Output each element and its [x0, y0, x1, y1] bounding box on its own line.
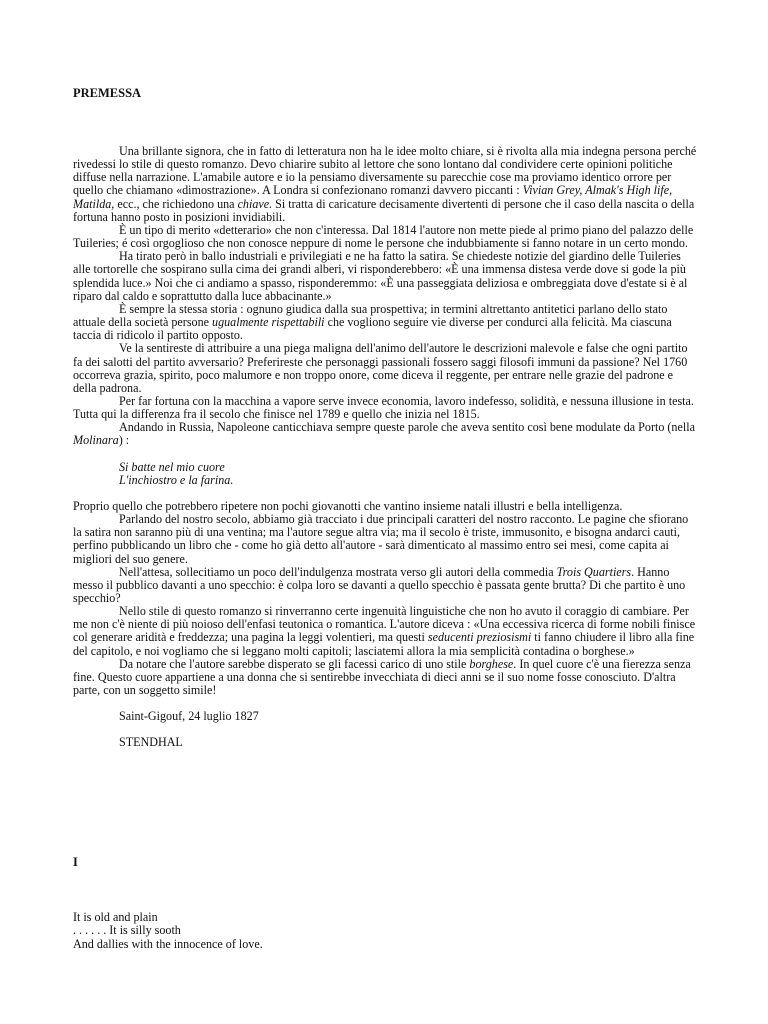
epigraph-line: . . . . . . It is silly sooth: [73, 923, 181, 938]
poem-line: Si batte nel mio cuore: [119, 459, 225, 474]
epigraph: [73, 911, 263, 951]
paragraph: Proprio quello che potrebbero ripetere non pochi giovanotti che vantino insieme natali illustri e bella intelligenza.: [73, 498, 623, 513]
italic-text: borghese: [469, 656, 514, 671]
paragraph: Nello stile di questo romanzo si rinverranno certe ingenuità linguistiche che non ho avuto il coraggio di cambiare. Per me non c'è niente di più noioso dell'enfasi teutonica o romantica. L'autore diceva : «Una eccessiva ricerca di forme nobili finisce col generare aridità e freddezza; una pagina la leggi volentieri, ma questi seducenti preziosismi ti fanno chiudere il libro alla fine del capitolo, e noi vogliamo che si leggano molti capitoli; lasciatemi allora la mia semplicità contadina o borghese.»: [73, 604, 696, 658]
preface-paragraphs-continued: [73, 500, 698, 697]
paragraph: Da notare che l'autore sarebbe disperato se gli facessi carico di uno stile borghese. In quel cuore c'è una fierezza senza fine. Questo cuore appartiene a una donna che si sentirebbe invecchiata di dieci anni se il suo nome fosse conosciuto. D'altra parte, con un soggetto simile!: [73, 656, 691, 698]
place-date: Saint-Gigouf, 24 luglio 1827: [119, 709, 259, 724]
paragraph: Parlando del nostro secolo, abbiamo già tracciato i due principali caratteri del nostro racconto. Le pagine che sfiorano la satira non saranno più di una ventina; ma l'autore segue altra via; ma il secolo è triste, immusonito, e bisogna andarci cauti, perfino pubblicando un libro che - come ho già detto all'autore - sarà dimenticato al massimo entro sei mesi, come capita ai migliori del suo genere.: [73, 512, 689, 566]
paragraph: Una brillante signora, che in fatto di letteratura non ha le idee molto chiare, si è rivolta alla mia indegna persona perché rivedessi lo stile di questo romanzo. Devo chiarire subito al lettore che sono lontano dal condividere certe opinioni politiche diffuse nella narrazione. L'amabile autore e io la pensiamo diversamente su parecchie cose ma proviamo identico orrore per quello che chiamano «dimostrazione». A Londra si confezionano romanzi davvero piccanti : Vivian Grey, Almak's High life, Matilda, ecc., che richiedono una chiave. Si tratta di caricature decisamente divertenti di persone che il caso della nascita o della fortuna hanno posto in posizioni invidiabili.: [73, 144, 697, 224]
paragraph: Ha tirato però in ballo industriali e privilegiati e ne ha fatto la satira. Se chiedeste notizie del giardino delle Tuileries alle tortorelle che sospirano sulla cima dei grandi alberi, vi risponderebbero: «È una immensa distesa verde dove si gode la più splendida luce.» Noi che ci andiamo a spasso, risponderemmo: «È una passeggiata deliziosa e ombreggiata dove d'estate si è al riparo dal caldo e soprattutto dalla luce abbacinante.»: [73, 249, 688, 303]
preface-body: [73, 145, 698, 750]
poem-line: L'inchiostro e la farina.: [119, 472, 234, 487]
italic-text: Vivian Grey, Almak's High life, Matilda,: [73, 183, 673, 211]
paragraph: Ve la sentireste di attribuire a una piega maligna dell'animo dell'autore le descrizioni malevole e false che ogni partito fa dei salotti del partito avversario? Preferireste che personaggi passionali fossero saggi filosofi immuni da passione? Nel 1760 occorreva grazia, spirito, poco malumore e non troppo onore, come diceva il reggente, per entrare nelle grazie del padrone e della padrona.: [73, 341, 688, 395]
paragraph: Per far fortuna con la macchina a vapore serve invece economia, lavoro indefesso, solidità, e nessuna illusione in testa. Tutta qui la differenza fra il secolo che finisce nel 1789 e quello che inizia nel 1815.: [73, 393, 694, 422]
paragraph: Andando in Russia, Napoleone canticchiava sempre queste parole che aveva sentito così bene modulate da Porto (nella Molinara) :: [73, 420, 695, 448]
paragraph: È un tipo di merito «detterario» che non c'interessa. Dal 1814 l'autore non mette piede al primo piano del palazzo delle Tuileries; é così orgoglioso che non conosce neppure di nome le persone che indubbiamente si fanno notare in un certo mondo.: [73, 222, 694, 251]
section-title: PREMESSA: [73, 86, 142, 100]
epigraph-line: It is old and plain: [73, 910, 158, 924]
italic-text: Molinara: [73, 433, 119, 448]
italic-text: ugualmente rispettabili: [212, 315, 325, 330]
paragraph: Nell'attesa, sollecitiamo un poco dell'indulgenza mostrata verso gli autori della commedia Trois Quartiers. Hanno messo il pubblico davanti a uno specchio: è colpa loro se davanti a quello specchio è passata gente brutta? Di che partito è uno specchio?: [73, 564, 686, 605]
poem-quote: [119, 461, 698, 487]
preface-paragraphs: [73, 145, 698, 448]
epigraph-line: And dallies with the innocence of love.: [73, 936, 263, 951]
paragraph: È sempre la stessa storia : ognuno giudica dalla sua prospettiva; in termini altrettanto antitetici parlano dello stato attuale della società persone ugualmente rispettabili che vogliono seguire vie diverse per condurci alla felicità. Ma ciascuna taccia di ridicolo il partito opposto.: [73, 301, 672, 343]
chapter-number: I: [73, 855, 78, 869]
italic-text: chiave.: [237, 196, 273, 211]
italic-text: seducenti preziosismi: [427, 630, 532, 645]
signature: STENDHAL: [119, 735, 183, 750]
italic-text: Trois Quartiers: [556, 564, 632, 579]
